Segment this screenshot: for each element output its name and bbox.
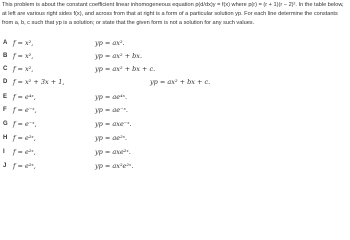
- right-side-f: f = e²ˣ,: [13, 162, 36, 170]
- row-label: C: [3, 66, 8, 72]
- right-side-f: f = x²,: [13, 39, 34, 47]
- table-row: [0, 134, 350, 145]
- row-label: D: [3, 79, 8, 85]
- table-row: [0, 162, 350, 173]
- right-side-f: f = e²ˣ,: [13, 134, 36, 142]
- particular-solution-form: yp = ae²ˣ.: [95, 134, 128, 142]
- right-side-f: f = e⁻ˣ,: [13, 120, 37, 128]
- problem-statement: This problem is about the constant coefficient linear inhomogeneous equation p(d/dx)y = f(x) where p(r) = (r + 1)(r − 2)². In the table below, at left are various right sides f(x), and across from that at right is a form of a particular solution yp. For each line determine the constants from a, b, c such that yp is a solution; or state that the given form is not a solution for any such values.: [2, 2, 344, 27]
- row-label: E: [3, 94, 8, 100]
- table-row: [0, 120, 350, 131]
- row-label: G: [3, 121, 8, 127]
- particular-solution-form: yp = ax² + bx.: [95, 52, 143, 60]
- particular-solution-form: yp = ax² + bx + c.: [95, 65, 156, 73]
- right-side-f: f = e⁻ˣ,: [13, 106, 37, 114]
- particular-solution-form: yp = ax².: [95, 39, 125, 47]
- row-label: B: [3, 53, 8, 59]
- right-side-f: f = e⁴ˣ,: [13, 93, 36, 101]
- table-row: [0, 93, 350, 104]
- row-label: A: [3, 40, 8, 46]
- table-row: [0, 78, 350, 89]
- row-label: F: [3, 107, 7, 113]
- particular-solution-form: yp = ax²e²ˣ.: [95, 162, 134, 170]
- row-label: J: [3, 163, 7, 169]
- particular-solution-form: yp = ae⁴ˣ.: [95, 93, 128, 101]
- table-row: [0, 65, 350, 76]
- particular-solution-form: yp = axe²ˣ.: [95, 148, 131, 156]
- right-side-f: f = x²,: [13, 52, 34, 60]
- particular-solution-form: yp = ae⁻ˣ.: [95, 106, 128, 114]
- particular-solution-form: yp = ax² + bx + c.: [150, 78, 211, 86]
- right-side-f: f = e²ˣ,: [13, 148, 36, 156]
- table-row: [0, 52, 350, 63]
- table-row: [0, 39, 350, 50]
- particular-solution-form: yp = axe⁻ˣ.: [95, 120, 132, 128]
- right-side-f: f = x²,: [13, 65, 34, 73]
- row-label: I: [3, 149, 5, 155]
- table-row: [0, 106, 350, 117]
- row-label: H: [3, 135, 8, 141]
- right-side-f: f = x² + 3x + 1,: [13, 78, 65, 86]
- table-row: [0, 148, 350, 159]
